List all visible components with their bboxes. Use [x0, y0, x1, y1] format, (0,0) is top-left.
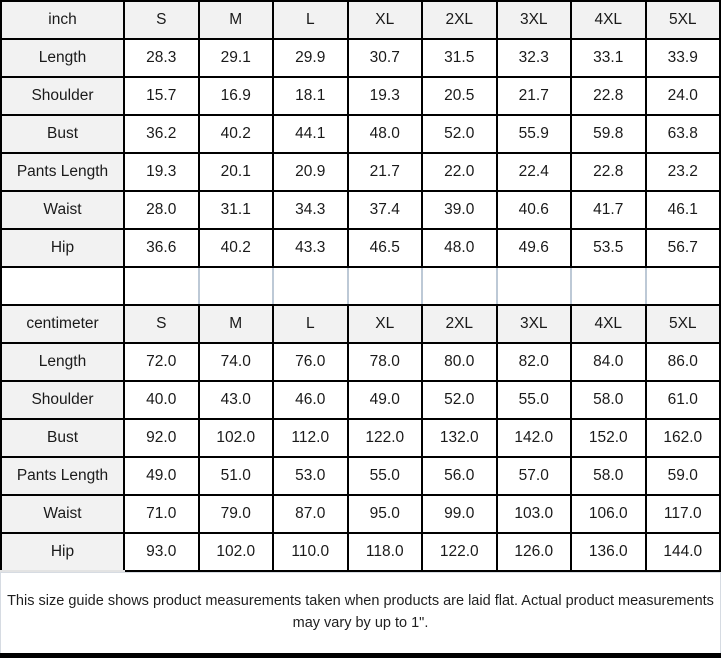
measurement-value-cell: 22.8	[571, 77, 646, 115]
bottom-black-bar	[0, 653, 721, 658]
measurement-value-cell: 48.0	[422, 229, 497, 267]
measurement-value-cell: 46.5	[348, 229, 423, 267]
size-header-cell: M	[199, 1, 274, 39]
measurement-value-cell: 144.0	[646, 533, 721, 571]
measurement-row	[1, 343, 720, 381]
measurement-value-cell: 46.0	[273, 381, 348, 419]
measurement-value-cell: 28.3	[124, 39, 199, 77]
spacer-row	[1, 267, 720, 305]
size-header-cell: 4XL	[571, 1, 646, 39]
measurement-value-cell: 122.0	[422, 533, 497, 571]
measurement-value-cell: 58.0	[571, 381, 646, 419]
size-header-cell: 3XL	[497, 305, 572, 343]
size-header-cell: L	[273, 305, 348, 343]
measurement-value-cell: 56.0	[422, 457, 497, 495]
measurement-row	[1, 39, 720, 77]
measurement-value-cell: 24.0	[646, 77, 721, 115]
measurement-value-cell: 18.1	[273, 77, 348, 115]
size-header-row-inch	[1, 1, 720, 39]
measurement-value-cell: 21.7	[348, 153, 423, 191]
measurement-row	[1, 229, 720, 267]
size-header-cell: 2XL	[422, 305, 497, 343]
measurement-value-cell: 102.0	[199, 533, 274, 571]
spacer-cell	[199, 267, 274, 305]
measurement-value-cell: 23.2	[646, 153, 721, 191]
spacer-cell	[348, 267, 423, 305]
measurement-label-cell: Shoulder	[1, 77, 124, 115]
measurement-value-cell: 16.9	[199, 77, 274, 115]
measurement-label-cell: Length	[1, 343, 124, 381]
size-header-cell: 3XL	[497, 1, 572, 39]
measurement-value-cell: 86.0	[646, 343, 721, 381]
measurement-label-cell: Shoulder	[1, 381, 124, 419]
measurement-value-cell: 136.0	[571, 533, 646, 571]
measurement-row	[1, 191, 720, 229]
size-header-cell: 5XL	[646, 1, 721, 39]
measurement-value-cell: 36.6	[124, 229, 199, 267]
unit-header-cell: inch	[1, 1, 124, 39]
measurement-value-cell: 71.0	[124, 495, 199, 533]
measurement-value-cell: 126.0	[497, 533, 572, 571]
measurement-value-cell: 20.5	[422, 77, 497, 115]
measurement-value-cell: 95.0	[348, 495, 423, 533]
spacer-cell	[273, 267, 348, 305]
measurement-value-cell: 63.8	[646, 115, 721, 153]
measurement-label-cell: Length	[1, 39, 124, 77]
measurement-row	[1, 419, 720, 457]
measurement-value-cell: 84.0	[571, 343, 646, 381]
size-header-cell: L	[273, 1, 348, 39]
measurement-value-cell: 59.8	[571, 115, 646, 153]
measurement-value-cell: 57.0	[497, 457, 572, 495]
spacer-cell	[571, 267, 646, 305]
spacer-cell	[422, 267, 497, 305]
measurement-row	[1, 381, 720, 419]
measurement-value-cell: 72.0	[124, 343, 199, 381]
measurement-value-cell: 28.0	[124, 191, 199, 229]
measurement-label-cell: Hip	[1, 533, 124, 571]
measurement-value-cell: 142.0	[497, 419, 572, 457]
measurement-value-cell: 22.4	[497, 153, 572, 191]
measurement-value-cell: 112.0	[273, 419, 348, 457]
measurement-value-cell: 36.2	[124, 115, 199, 153]
measurement-row	[1, 77, 720, 115]
measurement-label-cell: Pants Length	[1, 153, 124, 191]
measurement-value-cell: 99.0	[422, 495, 497, 533]
measurement-row	[1, 153, 720, 191]
measurement-value-cell: 31.5	[422, 39, 497, 77]
measurement-value-cell: 55.9	[497, 115, 572, 153]
measurement-value-cell: 39.0	[422, 191, 497, 229]
measurement-value-cell: 20.1	[199, 153, 274, 191]
measurement-value-cell: 19.3	[124, 153, 199, 191]
measurement-value-cell: 43.0	[199, 381, 274, 419]
size-header-cell: M	[199, 305, 274, 343]
measurement-value-cell: 87.0	[273, 495, 348, 533]
size-header-cell: 4XL	[571, 305, 646, 343]
measurement-value-cell: 37.4	[348, 191, 423, 229]
measurement-value-cell: 40.6	[497, 191, 572, 229]
measurement-label-cell: Bust	[1, 419, 124, 457]
measurement-value-cell: 118.0	[348, 533, 423, 571]
measurement-value-cell: 30.7	[348, 39, 423, 77]
measurement-value-cell: 40.2	[199, 229, 274, 267]
unit-header-cell: centimeter	[1, 305, 124, 343]
measurement-row	[1, 457, 720, 495]
measurement-row	[1, 495, 720, 533]
measurement-value-cell: 33.1	[571, 39, 646, 77]
size-guide-note-text: This size guide shows product measurements taken when products are laid flat. Actual product measurements may vary by up to 1".	[7, 593, 714, 631]
size-header-cell: 2XL	[422, 1, 497, 39]
measurement-value-cell: 122.0	[348, 419, 423, 457]
size-guide-note	[0, 572, 721, 653]
measurement-value-cell: 53.0	[273, 457, 348, 495]
size-guide-table-body	[1, 1, 720, 571]
measurement-value-cell: 15.7	[124, 77, 199, 115]
size-header-cell: 5XL	[646, 305, 721, 343]
spacer-label-cell	[1, 267, 124, 305]
measurement-value-cell: 29.1	[199, 39, 274, 77]
spacer-cell	[497, 267, 572, 305]
measurement-value-cell: 152.0	[571, 419, 646, 457]
measurement-value-cell: 76.0	[273, 343, 348, 381]
measurement-value-cell: 162.0	[646, 419, 721, 457]
measurement-label-cell: Waist	[1, 495, 124, 533]
measurement-value-cell: 82.0	[497, 343, 572, 381]
measurement-value-cell: 117.0	[646, 495, 721, 533]
measurement-value-cell: 52.0	[422, 381, 497, 419]
measurement-row	[1, 115, 720, 153]
measurement-value-cell: 43.3	[273, 229, 348, 267]
measurement-value-cell: 34.3	[273, 191, 348, 229]
measurement-value-cell: 58.0	[571, 457, 646, 495]
measurement-value-cell: 49.0	[124, 457, 199, 495]
measurement-label-cell: Waist	[1, 191, 124, 229]
measurement-value-cell: 59.0	[646, 457, 721, 495]
measurement-value-cell: 93.0	[124, 533, 199, 571]
size-header-row-centimeter	[1, 305, 720, 343]
measurement-value-cell: 32.3	[497, 39, 572, 77]
measurement-value-cell: 61.0	[646, 381, 721, 419]
measurement-value-cell: 20.9	[273, 153, 348, 191]
size-header-cell: S	[124, 1, 199, 39]
size-header-cell: XL	[348, 1, 423, 39]
measurement-value-cell: 29.9	[273, 39, 348, 77]
measurement-value-cell: 52.0	[422, 115, 497, 153]
measurement-value-cell: 132.0	[422, 419, 497, 457]
measurement-row	[1, 533, 720, 571]
spacer-cell	[646, 267, 721, 305]
measurement-value-cell: 80.0	[422, 343, 497, 381]
size-header-cell: XL	[348, 305, 423, 343]
measurement-value-cell: 55.0	[348, 457, 423, 495]
measurement-value-cell: 22.8	[571, 153, 646, 191]
spacer-cell	[124, 267, 199, 305]
measurement-value-cell: 40.2	[199, 115, 274, 153]
measurement-value-cell: 106.0	[571, 495, 646, 533]
measurement-value-cell: 31.1	[199, 191, 274, 229]
measurement-value-cell: 21.7	[497, 77, 572, 115]
measurement-value-cell: 19.3	[348, 77, 423, 115]
measurement-value-cell: 74.0	[199, 343, 274, 381]
measurement-value-cell: 49.6	[497, 229, 572, 267]
measurement-value-cell: 55.0	[497, 381, 572, 419]
measurement-value-cell: 48.0	[348, 115, 423, 153]
measurement-value-cell: 92.0	[124, 419, 199, 457]
measurement-value-cell: 53.5	[571, 229, 646, 267]
measurement-label-cell: Hip	[1, 229, 124, 267]
measurement-value-cell: 51.0	[199, 457, 274, 495]
measurement-label-cell: Bust	[1, 115, 124, 153]
measurement-value-cell: 41.7	[571, 191, 646, 229]
measurement-value-cell: 40.0	[124, 381, 199, 419]
measurement-value-cell: 102.0	[199, 419, 274, 457]
size-header-cell: S	[124, 305, 199, 343]
measurement-value-cell: 46.1	[646, 191, 721, 229]
measurement-value-cell: 56.7	[646, 229, 721, 267]
measurement-value-cell: 79.0	[199, 495, 274, 533]
measurement-value-cell: 22.0	[422, 153, 497, 191]
measurement-value-cell: 110.0	[273, 533, 348, 571]
measurement-value-cell: 49.0	[348, 381, 423, 419]
measurement-value-cell: 78.0	[348, 343, 423, 381]
measurement-value-cell: 44.1	[273, 115, 348, 153]
measurement-value-cell: 103.0	[497, 495, 572, 533]
measurement-label-cell: Pants Length	[1, 457, 124, 495]
measurement-value-cell: 33.9	[646, 39, 721, 77]
